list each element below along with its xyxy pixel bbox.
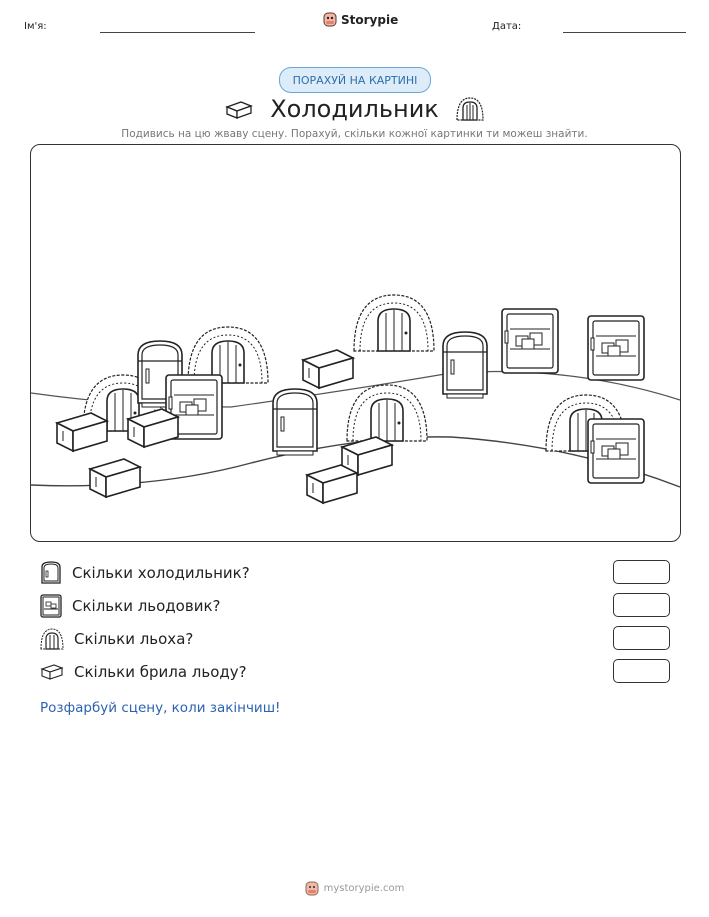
ice-block xyxy=(307,465,357,503)
footer-url[interactable]: mystorypie.com xyxy=(323,883,405,894)
title-row xyxy=(0,92,709,126)
answer-box[interactable] xyxy=(613,659,670,683)
freezer-icon xyxy=(40,594,62,618)
ice-block-icon xyxy=(40,662,64,682)
coloring-note: Розфарбуй сцену, коли закінчиш! xyxy=(40,700,281,716)
question-text: Скільки холодильник? xyxy=(72,564,250,582)
brand-name: Storypie xyxy=(341,12,399,27)
cellar-icon xyxy=(455,96,485,122)
cellar xyxy=(354,295,434,351)
scene-illustration xyxy=(31,145,680,541)
date-line[interactable] xyxy=(563,32,686,33)
answer-box[interactable] xyxy=(613,626,670,650)
question-text: Скільки льодовик? xyxy=(72,597,221,615)
freezer xyxy=(502,309,558,373)
ice-block xyxy=(90,459,140,497)
question-row xyxy=(40,626,680,652)
name-label: Ім'я: xyxy=(24,21,47,32)
question-row xyxy=(40,659,680,685)
ice-block-icon xyxy=(224,98,254,120)
answer-box[interactable] xyxy=(613,560,670,584)
count-badge: ПОРАХУЙ НА КАРТИНІ xyxy=(279,67,431,93)
question-text: Скільки брила льоду? xyxy=(74,663,247,681)
question-text: Скільки льоха? xyxy=(74,630,194,648)
storypie-mascot-icon xyxy=(305,881,319,896)
ice-block xyxy=(303,350,353,388)
freezer xyxy=(588,316,644,380)
brand-logo xyxy=(323,12,398,27)
date-label: Дата: xyxy=(492,21,522,32)
storypie-mascot-icon xyxy=(323,12,337,27)
cellar-icon xyxy=(40,628,64,650)
freezer xyxy=(588,419,644,483)
cellar xyxy=(347,385,427,441)
ice-block xyxy=(57,413,107,451)
fridge xyxy=(273,389,317,455)
page-title: Холодильник xyxy=(270,95,439,123)
question-row xyxy=(40,560,680,586)
name-line[interactable] xyxy=(100,32,255,33)
fridge xyxy=(443,332,487,398)
counting-scene xyxy=(30,144,681,542)
fridge-icon xyxy=(40,561,62,585)
answer-box[interactable] xyxy=(613,593,670,617)
question-row xyxy=(40,593,680,619)
footer xyxy=(0,881,709,896)
instructions: Подивись на цю жваву сцену. Порахуй, скільки кожної картинки ти можеш знайти. xyxy=(121,128,588,140)
